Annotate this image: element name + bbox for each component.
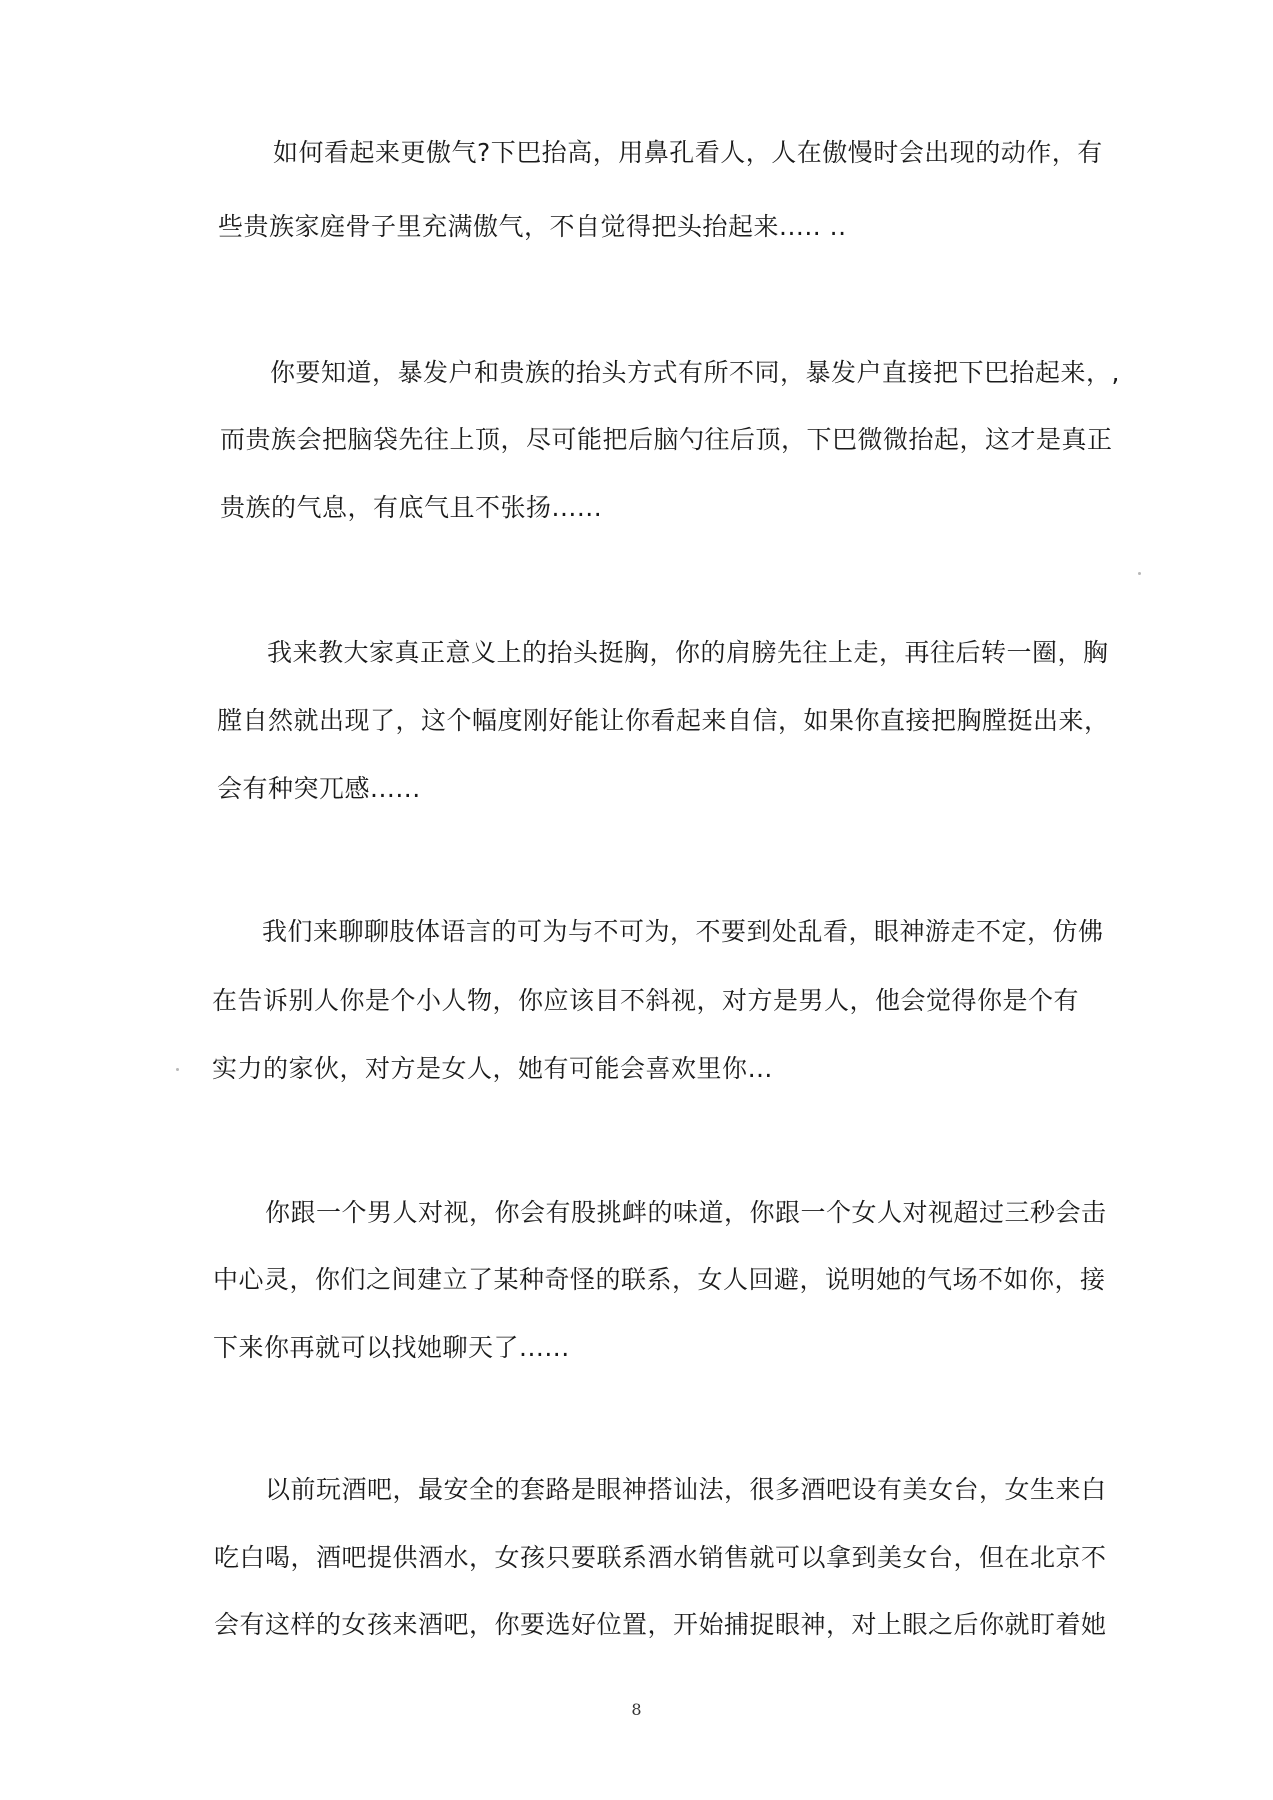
paragraph-3-line-2: 膛自然就出现了，这个幅度刚好能让你看起来自信，如果你直接把胸膛挺出来， [217,706,1110,735]
paragraph-6-line-2: 吃白喝，酒吧提供酒水，女孩只要联系酒水销售就可以拿到美女台，但在北京不 [214,1543,1107,1572]
paragraph-2-line-1: 你要知道，暴发户和贵族的抬头方式有所不同，暴发户直接把下巴抬起来，, [270,358,1120,387]
scan-speck [176,1068,179,1071]
paragraph-3-line-1: 我来教大家真正意义上的抬头挺胸，你的肩膀先往上走，再往后转一圈，胸 [267,638,1109,667]
paragraph-2-line-3: 贵族的气息，有底气且不张扬...... [220,493,603,522]
scan-speck [1138,572,1141,575]
paragraph-6-line-1: 以前玩酒吧，最安全的套路是眼神搭讪法，很多酒吧设有美女台，女生来白 [265,1475,1107,1504]
paragraph-1-line-1: 如何看起来更傲气?下巴抬高，用鼻孔看人，人在傲慢时会出现的动作，有 [273,138,1103,167]
paragraph-1-line-2: 些贵族家庭骨子里充满傲气，不自觉得把头抬起来..... .. [218,212,847,241]
paragraph-3-line-3: 会有种突兀感...... [217,774,421,803]
paragraph-6-line-3: 会有这样的女孩来酒吧，你要选好位置，开始捕捉眼神，对上眼之后你就盯着她 [214,1610,1107,1639]
page-number: 8 [631,1700,642,1719]
paragraph-5-line-3: 下来你再就可以找她聊天了...... [213,1333,570,1362]
paragraph-4-line-2: 在告诉别人你是个小人物，你应该目不斜视，对方是男人，他会觉得你是个有 [212,986,1080,1015]
paragraph-4-line-3: 实力的家伙，对方是女人，她有可能会喜欢里你… [212,1054,774,1083]
paragraph-5-line-2: 中心灵，你们之间建立了某种奇怪的联系，女人回避，说明她的气场不如你，接 [213,1265,1106,1294]
paragraph-4-line-1: 我们来聊聊肢体语言的可为与不可为，不要到处乱看，眼神游走不定，仿佛 [262,917,1104,946]
paragraph-2-line-2: 而贵族会把脑袋先往上顶，尽可能把后脑勺往后顶，下巴微微抬起，这才是真正 [220,425,1113,454]
paragraph-5-line-1: 你跟一个男人对视，你会有股挑衅的味道，你跟一个女人对视超过三秒会击 [265,1198,1107,1227]
